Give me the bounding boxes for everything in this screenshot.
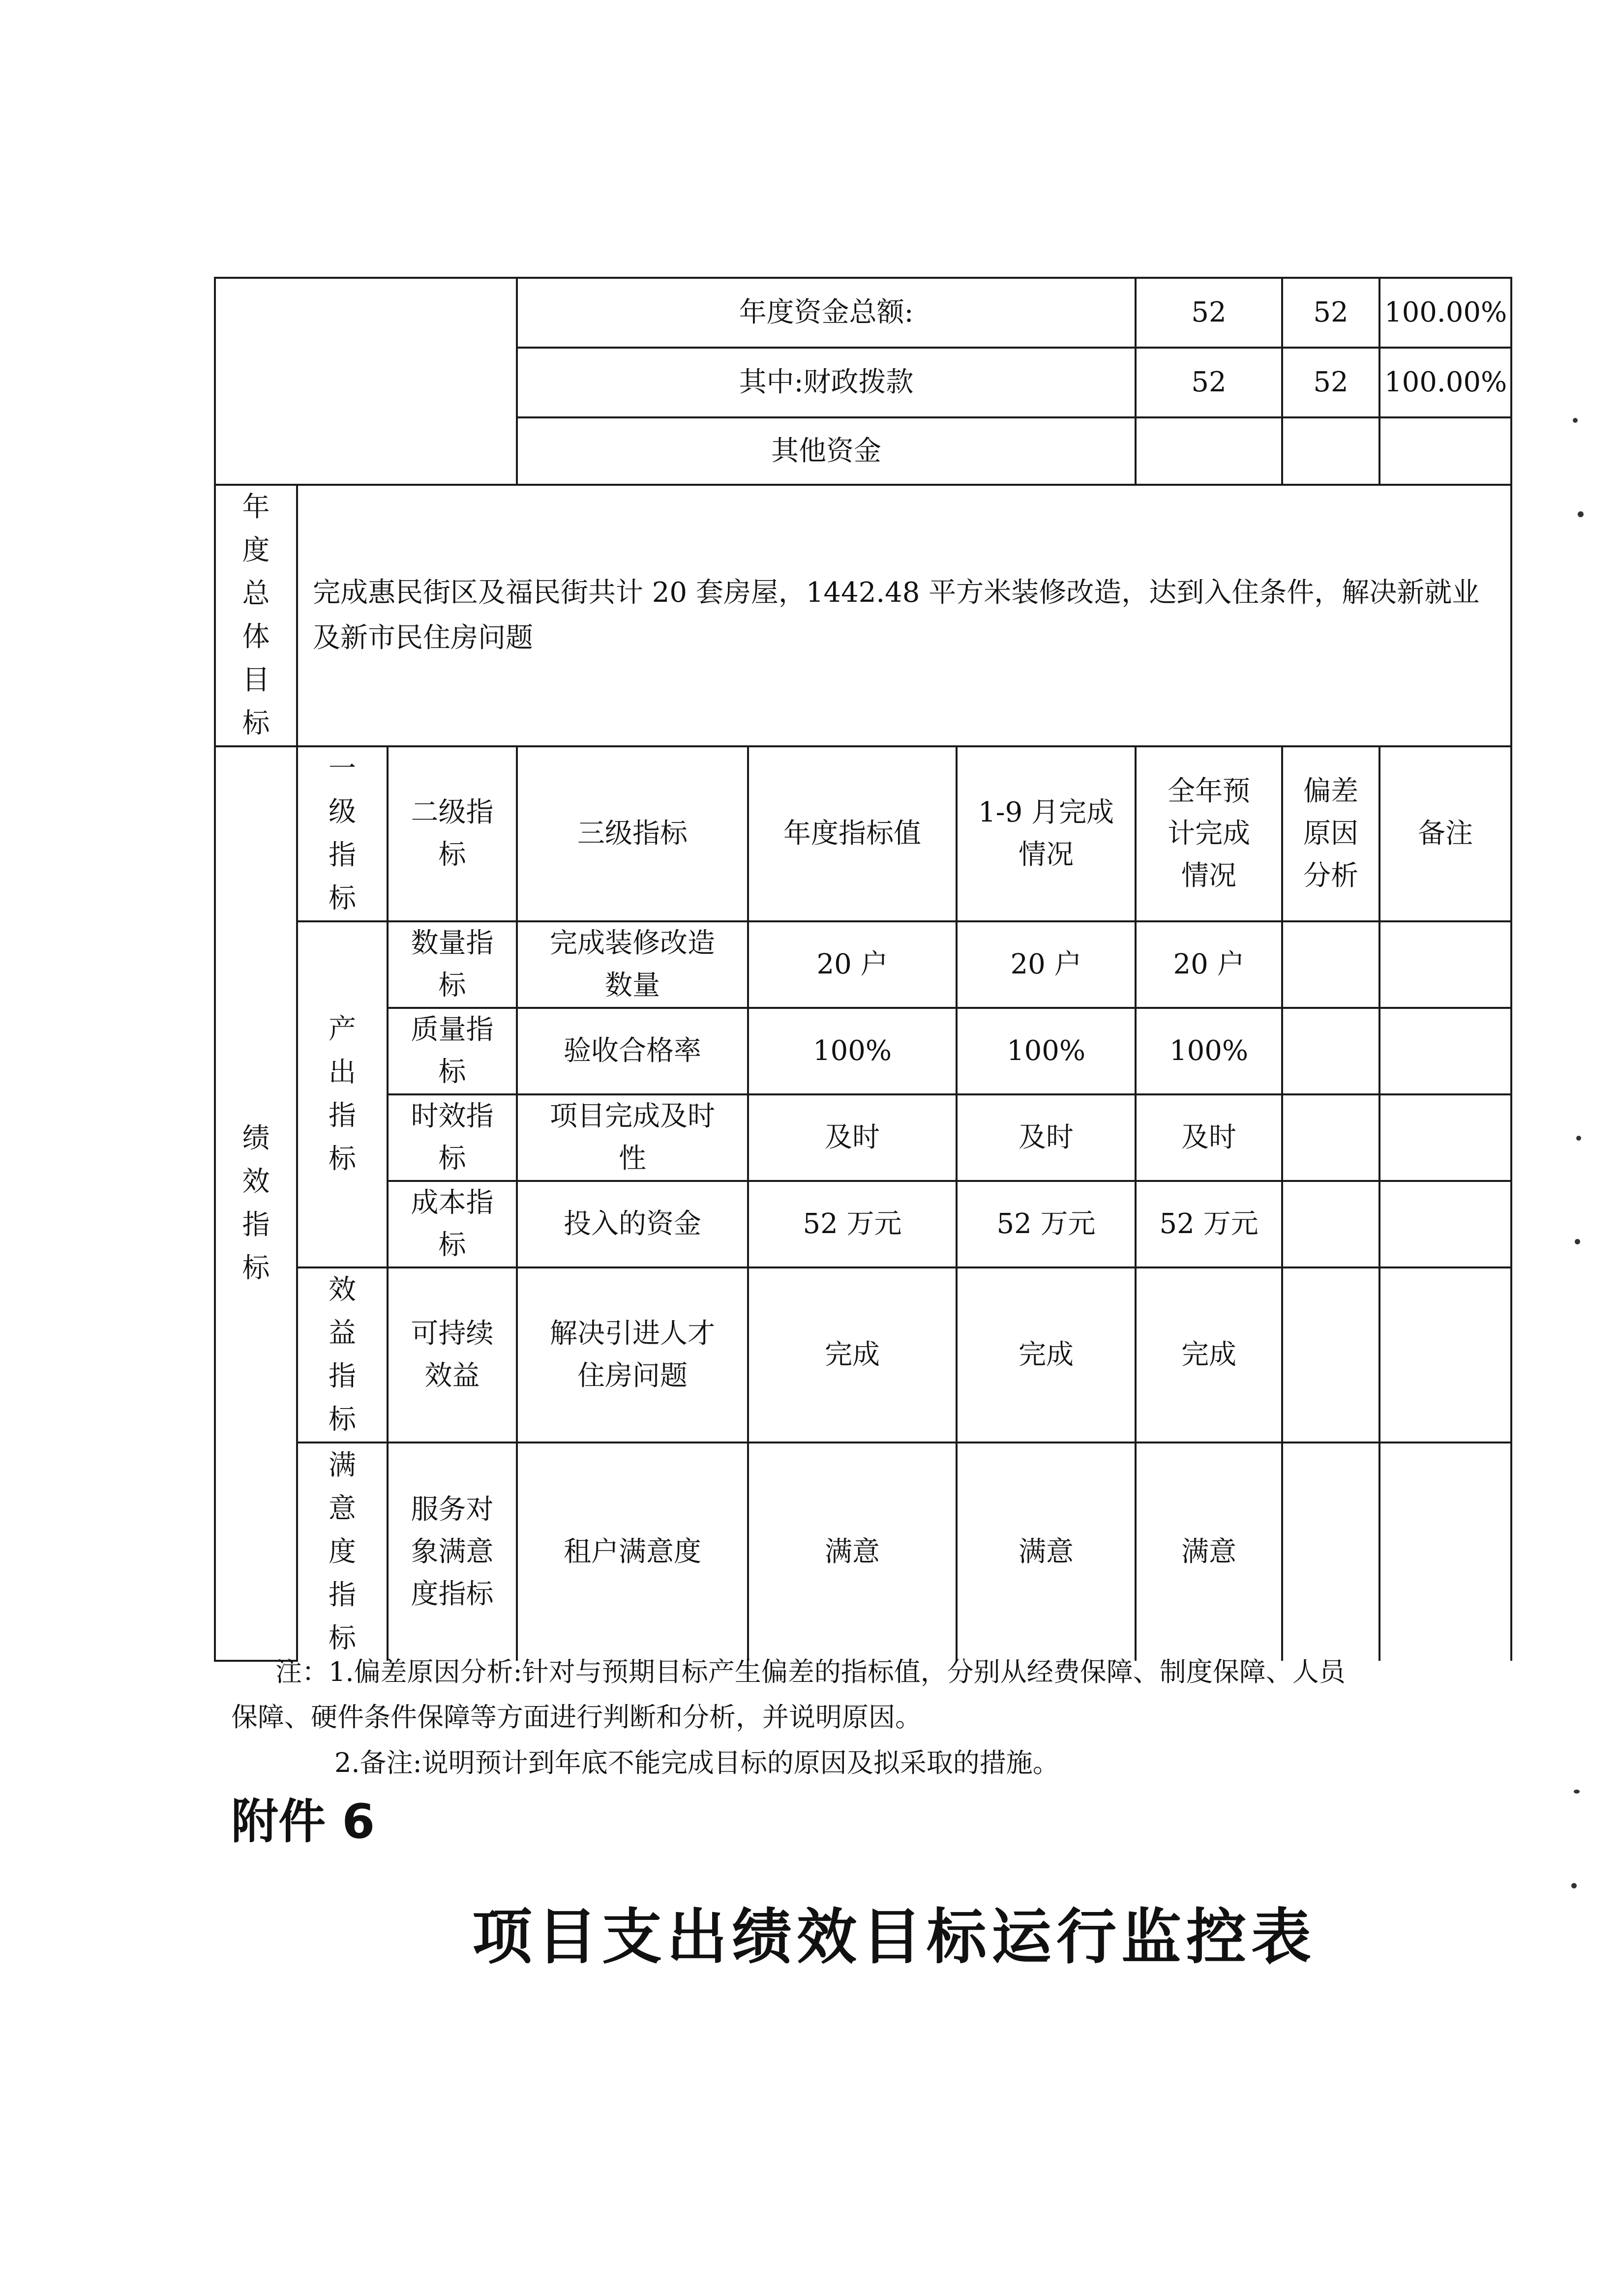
scan-speck bbox=[1574, 1790, 1580, 1794]
table-row bbox=[215, 1442, 1511, 1661]
header-level2: 二级指 标 bbox=[388, 746, 517, 921]
header-deviation: 偏差 原因 分析 bbox=[1282, 746, 1379, 921]
funds-total-row bbox=[215, 278, 1511, 348]
scan-speck bbox=[1575, 1239, 1580, 1244]
note-remarks: 2.备注:说明预计到年底不能完成目标的原因及拟采取的措施。 bbox=[334, 1747, 1059, 1778]
row-level3: 完成装修改造 数量 bbox=[517, 921, 748, 1008]
row-deviation bbox=[1282, 1267, 1379, 1442]
table-row bbox=[215, 1181, 1511, 1267]
output-indicators-label: 产 出 指 标 bbox=[297, 921, 388, 1267]
row-deviation bbox=[1282, 1008, 1379, 1094]
goal-label: 年 度 总 体 目 标 bbox=[215, 485, 297, 746]
row-jan-sep: 52 万元 bbox=[957, 1181, 1136, 1267]
row-target: 满意 bbox=[748, 1442, 957, 1661]
funds-fiscal-annual: 52 bbox=[1136, 348, 1282, 417]
note-deviation-line1: 注：1.偏差原因分析:针对与预期目标产生偏差的指标值，分别从经费保障、制度保障、人员 bbox=[275, 1656, 1346, 1687]
row-level2: 质量指 标 bbox=[388, 1008, 517, 1094]
row-level2: 可持续 效益 bbox=[388, 1267, 517, 1442]
row-full-year: 及时 bbox=[1136, 1094, 1282, 1181]
row-target: 100% bbox=[748, 1008, 957, 1094]
scan-speck bbox=[1576, 1136, 1581, 1141]
header-remarks: 备注 bbox=[1379, 746, 1511, 921]
note-deviation-line2: 保障、硬件条件保障等方面进行判断和分析，并说明原因。 bbox=[231, 1702, 922, 1733]
row-jan-sep: 满意 bbox=[957, 1442, 1136, 1661]
funds-fiscal-label: 其中:财政拨款 bbox=[517, 348, 1136, 417]
table-row bbox=[215, 1008, 1511, 1094]
row-target: 20 户 bbox=[748, 921, 957, 1008]
funds-other-annual bbox=[1136, 417, 1282, 485]
scan-speck bbox=[1578, 511, 1584, 517]
header-jan-sep: 1-9 月完成 情况 bbox=[957, 746, 1136, 921]
row-target: 及时 bbox=[748, 1094, 957, 1181]
row-level2: 服务对 象满意 度指标 bbox=[388, 1442, 517, 1661]
row-level3: 解决引进人才 住房问题 bbox=[517, 1267, 748, 1442]
row-level2: 数量指 标 bbox=[388, 921, 517, 1008]
benefit-indicators-label: 效 益 指 标 bbox=[297, 1267, 388, 1442]
row-full-year: 52 万元 bbox=[1136, 1181, 1282, 1267]
table-row bbox=[215, 1267, 1511, 1442]
funds-total-label: 年度资金总额: bbox=[517, 278, 1136, 348]
row-deviation bbox=[1282, 921, 1379, 1008]
row-level3: 项目完成及时 性 bbox=[517, 1094, 748, 1181]
row-target: 52 万元 bbox=[748, 1181, 957, 1267]
row-full-year: 完成 bbox=[1136, 1267, 1282, 1442]
row-jan-sep: 及时 bbox=[957, 1094, 1136, 1181]
funds-blank-cell bbox=[215, 278, 517, 485]
scan-speck bbox=[1573, 418, 1578, 423]
funds-other-label: 其他资金 bbox=[517, 417, 1136, 485]
funds-fiscal-executed: 52 bbox=[1282, 348, 1379, 417]
header-level1: 一 级 指 标 bbox=[297, 746, 388, 921]
table-row bbox=[215, 1094, 1511, 1181]
satisfaction-indicators-label: 满 意 度 指 标 bbox=[297, 1442, 388, 1661]
header-level3: 三级指标 bbox=[517, 746, 748, 921]
row-deviation bbox=[1282, 1181, 1379, 1267]
funds-fiscal-rate: 100.00% bbox=[1379, 348, 1511, 417]
table-row bbox=[215, 921, 1511, 1008]
funds-total-rate: 100.00% bbox=[1379, 278, 1511, 348]
row-full-year: 20 户 bbox=[1136, 921, 1282, 1008]
row-full-year: 满意 bbox=[1136, 1442, 1282, 1661]
row-jan-sep: 完成 bbox=[957, 1267, 1136, 1442]
row-remarks bbox=[1379, 1442, 1511, 1661]
indicator-header-row bbox=[215, 746, 1511, 921]
row-level2: 时效指 标 bbox=[388, 1094, 517, 1181]
scan-speck bbox=[1571, 1883, 1577, 1888]
goal-text: 完成惠民街区及福民街共计 20 套房屋，1442.48 平方米装修改造，达到入住条件，解决新就业及新市民住房问题 bbox=[297, 485, 1511, 746]
row-level2: 成本指 标 bbox=[388, 1181, 517, 1267]
row-level3: 租户满意度 bbox=[517, 1442, 748, 1661]
row-remarks bbox=[1379, 1267, 1511, 1442]
header-full-year: 全年预 计完成 情况 bbox=[1136, 746, 1282, 921]
row-remarks bbox=[1379, 1181, 1511, 1267]
row-full-year: 100% bbox=[1136, 1008, 1282, 1094]
performance-table-wrapper bbox=[214, 277, 1510, 1662]
row-jan-sep: 20 户 bbox=[957, 921, 1136, 1008]
funds-total-annual: 52 bbox=[1136, 278, 1282, 348]
row-deviation bbox=[1282, 1442, 1379, 1661]
funds-other-rate bbox=[1379, 417, 1511, 485]
row-level3: 投入的资金 bbox=[517, 1181, 748, 1267]
row-jan-sep: 100% bbox=[957, 1008, 1136, 1094]
header-annual-target: 年度指标值 bbox=[748, 746, 957, 921]
row-remarks bbox=[1379, 921, 1511, 1008]
attachment-label: 附件 6 bbox=[231, 1794, 375, 1849]
row-deviation bbox=[1282, 1094, 1379, 1181]
row-remarks bbox=[1379, 1094, 1511, 1181]
row-level3: 验收合格率 bbox=[517, 1008, 748, 1094]
row-remarks bbox=[1379, 1008, 1511, 1094]
funds-total-executed: 52 bbox=[1282, 278, 1379, 348]
goal-row bbox=[215, 485, 1511, 746]
performance-monitor-table bbox=[214, 277, 1512, 1662]
next-table-title: 项目支出绩效目标运行监控表 bbox=[472, 1902, 1316, 1972]
performance-indicators-label: 绩 效 指 标 bbox=[215, 746, 297, 1661]
funds-other-executed bbox=[1282, 417, 1379, 485]
row-target: 完成 bbox=[748, 1267, 957, 1442]
